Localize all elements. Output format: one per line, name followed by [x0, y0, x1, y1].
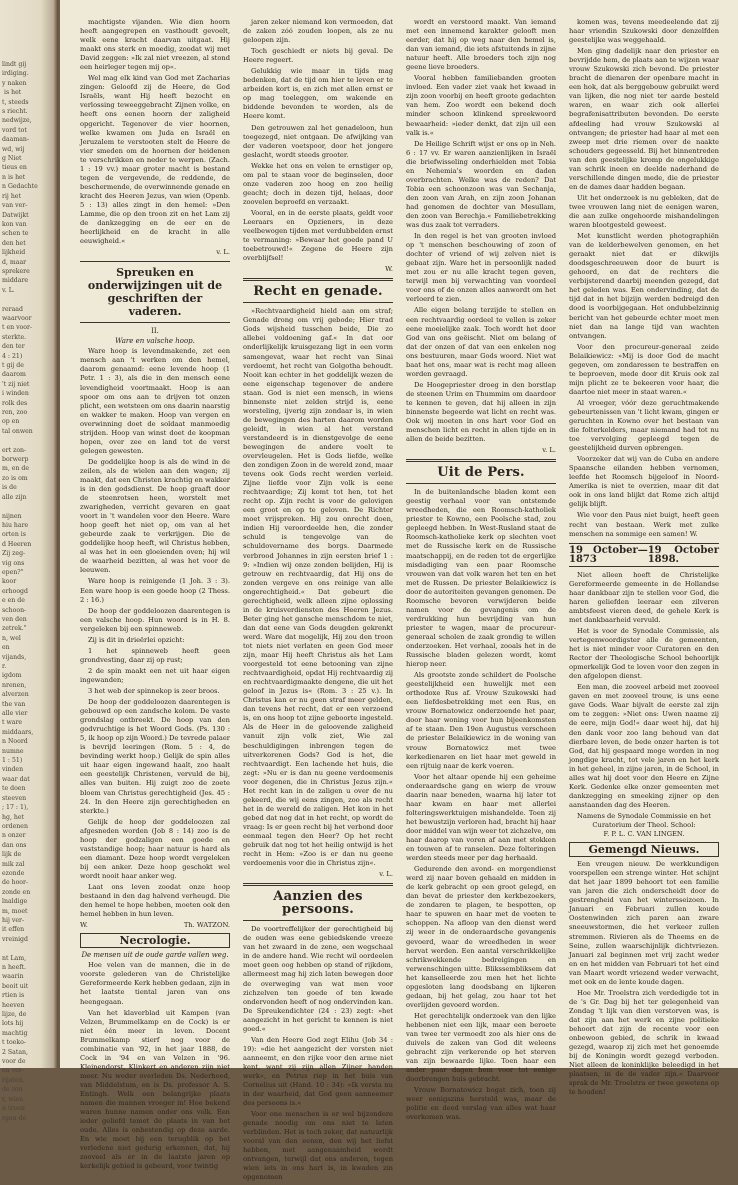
col1-intro — [80, 18, 230, 246]
divider — [243, 920, 393, 921]
paragraph: Ware hoop is levendmakende, zet een mensch aan 't werken om den hemel, daarom genaamd: eene levende hoop (1 Petr. 1 : 3), als die in den mensch eene levendigheid voortmaakt. Hoop is aan spoor om ons aan te drijven tot onzen plicht, een wetsteen om ons daarin naarstig en wakker te maken. Hoop van vergen en overwinning doet de soldaat manmoedig strijden. Hoop van winst doet de koopman hopen, over zee en land tot de verst gelegen gewesten. — [80, 347, 230, 455]
signatory-line: Namens de Synodale Commissie en het Curatorium der Theol. School: — [577, 811, 711, 829]
divider — [80, 261, 230, 262]
paragraph: Als grootste zonde schildert de Poolsche geestelijkheid een huwelijk met een orthodoxe Rus af. Vrouw Szukowski had een liefdesbetrekking met een Rus, en vrouw Bornatowicz onderzoende het paar, door haar woning voor hun bijeenkomsten af te staan. Den 19en Augustus verscheen de priester Belaikiewicz in de woning van vrouw Bornatowicz met twee kerkedienaren en liet haar met geweld in een rijtuig naar de kerk voeren. — [406, 671, 556, 770]
paragraph: Gelukkig wie maar in tijds mag bedenken, dat de tijd om hier te leven er te arbeiden kort is, en zich met allen ernst er op mag toeleggen, om wakende en biddende bevonden te worden, als de Heere komt. — [243, 67, 393, 121]
article-body — [569, 571, 719, 810]
divider — [243, 883, 393, 886]
paragraph: Wie voor den Paus niet buigt, heeft geen recht van bestaan. Werk met zulke menschen na sommige een samen! W. — [569, 511, 719, 538]
column-4 — [569, 18, 719, 1099]
section-subtitle: De mensen uit de oude garde vallen weg. — [81, 951, 229, 960]
article-heading: Aanzien des persoons. — [273, 889, 363, 918]
divider — [243, 278, 393, 281]
article-body — [406, 488, 556, 1122]
article-body — [80, 347, 230, 919]
anniversary-dates — [569, 543, 719, 567]
divider — [243, 302, 393, 303]
column-1 — [80, 18, 230, 1173]
article-body — [406, 18, 556, 444]
paragraph: 2 de spin maakt een net uit haar eigen ingewanden; — [80, 666, 230, 684]
paragraph: Voor den procureur-generaal zeide Belaikiewicz: »Mij is door God de macht gegeven, om zondaressen te bestraffen en te beproeven, mede door dit Kruis ook zal mijn plicht ze te bekeeren voor haar, die daartoe niet meer in staat waren.« — [569, 342, 719, 396]
divider — [406, 459, 556, 462]
article-body — [80, 961, 230, 1171]
paragraph: De Hoogepriester droeg in den borstlap de steenen Urim en Thummim om daardoor te kennen te geven, dat hij alleen in zijn binnenste begeerde wat licht en recht was. Ook wij moeten in ons hart voor God en menschen licht en recht in allen tijde en in allen de beide bezitten. — [406, 380, 556, 444]
date-separator: — — [637, 544, 648, 556]
article-body — [569, 860, 719, 1097]
paragraph: Voor one menschen is er wel bijzondere genade noodig om ons niet te laten verblinden. Het is toch zeker, dat natuurlijk vooral van den eenen, den wij het liefst hebben, met aangenaamheid wordt ontvangen, terwijl dat ons anderen, tegen wien iets in ons hart is, in kwaden zin opgenomen — [243, 1110, 393, 1182]
paragraph: Van het klaverblad uit Kampen (van Velzen, Brummelkamp en de Cock) is er niet één meer in leven. Docent Brummelkamp stierf nog voor de combinatie van '92, in het jaar 1888, de Cock in '94 en van Velzen in '96. Kleinendorst, Klinkert en anderen zijn niet meer. Nu weder overleden Ds. Nederhoed, van Middelstum, en is Ds. professor A. S. Entingh. Welk een belangrijke plaats namen die mannen vroeger in! Hoe bekend waren hunne namen onder ons volk. Een ieder geliefd temet de plaats in van het oude. Alles is onbestendig op deze aarde. En wie moet bij een terugblik op het verledene niet gedurig erkennen, dat, hij zooveel als er in de laatste jaren op kerkelijk gebied is gebeurd, voor twintig — [80, 1008, 230, 1171]
paragraph: Gelijk de hoop der goddeloozen zal afgesneden worden (Job 8 : 14) zoo is de hoop der godzaligen een goede en vaststandige hoop; haar natuur is hard als een diamant. Deze hoop wordt vergeleken bij een anker. Deze hoop geschokt wel wordt nooit haar anker weg. — [80, 817, 230, 880]
paragraph: Al vroeger, vóór deze geruchtmakende gebeurtenissen van 't licht kwam, gingen er geruchten in Kowno over het bestaan van die folterkelders, maar niemand had tot nu toe vervolging gepleegd tegen de geestelijkheid durven opbrengen. — [569, 398, 719, 453]
adjacent-page-edge — [0, 0, 58, 1122]
signature-name: Th. WATZON. — [183, 921, 230, 930]
article-heading: Spreuken en onderwijzingen uit de geschriften der vaderen. — [87, 266, 223, 319]
column-2 — [243, 18, 393, 1185]
paragraph: De hoop der goddeloozen daarentegen is gebouwd op een zandsche kolom. De vaste grondslag ontbreekt. De hoop van den godvruchtige is het Woord Gods. (Ps. 130 : 5, ik hoop op zijn Woord.) De tevrede palaer is bevrijd leeringen (Rom. 5 : 4, de bevinding werkt hoop.) Gelijk de spin alles uit haar eigen ingewand haalt, zoo haalt een geestelijk Christenen, vervuld de bij, alles van buiten. Hij zuigt zoo de zoete bloem van Christus gerechtigheid (Jes. 45 : 24. In den Heere zijn gerechtigheden en sterkte.) — [80, 698, 230, 815]
start-date: 19 October 1873 — [569, 544, 638, 565]
signature — [406, 446, 556, 455]
paragraph: Niet alleen hoeft de Christelijke Gereformeerde gemeente in de Hollandse haar dankbaar zijn te stellen voor God, die haren geliefden leeraar een zilveren ambtsfeest vieren deed, de gehele Kerk is met dankbaarheid vervuld. — [569, 570, 719, 624]
divider — [406, 483, 556, 484]
paragraph: machtigste vijanden. Wie dien hoorn heeft aangegrepen en vasthoudt gevoelt, welk eene kracht daarvan uitgaat. Hij maakt ons sterk en moedig, zoodat wij met David zeggen: »Ik zal niet vreezen, al stond een heirleger tegen mij op«. — [80, 18, 230, 72]
paragraph: Ware hoop is reinigende (1 Joh. 3 : 3). Een ware hoop is een goede hoop (2 Thess. 2 : 16.) — [80, 577, 230, 604]
paragraph: Vrouw Bornatowicz bogat zich, toen zij weer eenigszins hersteld was, maar de politie en deed verslag van alles wat haar overkomen was. — [406, 1086, 556, 1122]
signature-name: v. L. — [216, 248, 230, 257]
paragraph: Wekke het ons en velen te ernstiger op, om pal te staan voor de beginselen, door onze vaderen zoo hoog en zoo heilig geacht; doch in dezen tijd, helaas, door zoovelen beproefd en verzaakt. — [243, 161, 393, 206]
paragraph: »Rechtvaardigheid hield aan om straf; Genade drong om vrij gebode; Hier trad Gods wijsheid tusschen beide, Die zo allebei voldoening gaf.« In dat oor onderlijkelijk kruisgezang ligt in een vorm samengevat, waar het recht van Sinai verdoemt, het recht van Golgotha behoudt. Nooit kan echter in het goddelijk wezen de eene eigenschap tegenover de andere staan. God is niet een mensch, in wiens binnenste niet zelden strijd is, eene worsteling, ijverig zijn zondaar is, in wien de bewegingen des harten daarom worden geleidt, in wien al het verstand verstandeerd is in dienstgevolge de eene bewegingen de andere voelt te overvleugelen. Het is Gods liefde, welke den zondigen Zoon in de wereld zond, maar tevens ook Gods recht werden verleid. Zijne liefde voor Zijn volk is eene rechtvaardige; Zij komt tot hen, tot het recht op. Zijn recht is voor de gelovigen een groot en op te geloven. De Richter moet vrijspreken. Hij zou onrecht doen, indien Hij veroordeelde hen, die zonder schuld is tengevolge van de schuldovername des borgs. Daarmede verbrood Johannes in zijn eersten brief 1 : 9: »Indien wij onze zonden belijden, Hij is getrouw en rechtvaardig, dat Hij ons de zonden vergeve en ons reinige van alle ongerechtigheid.« Dat gebeurt die gerechtigheid, welk alleen zijne oplossing in de kruisverdiensten des Heeren Jezus. Beter ging het gansche menschdom te niet, dan dat eene van Gods deugden gekrenkt werd. Ware dat mogelijk, Hij zou den troon tot niets niet verlaten en geen God meer zijn, maar Hij heeft Christus als het Lam voorgesteld tot eene betooning van zijne rechtvaardigheid, opdat Hij rechtvaardig zij en rechtvaardigmaakte dengene, die uit het geloof in Jezus is« (Rom. 3 : 25 v.). In Christus kan er nu geen straf meer gelden, dan tevens het recht, dat er een verzoend is, en ons hoop tot zijne geboorte ingesteld. Als de Heer in de geloovende zaligheid vanuit zijn volk ziet, Wie zal beschuldigingen inbrengen tegen de uitverkorenen Gods? God is het, die rechtvaardigt. Een lachende het huis, die zegt: »Nu er is dan nu geene verdoemenis voor degenen, die in Christus Jezus zijn.« Het recht kan in de zaligen u over de nu gekeerd, die wij eens zingen, zoo als recht het in de wereld de zaligen. Het kon in het gebed dat nog dat in het recht, op wordt de vraag: Is er geen recht bij het verbond door eenmaal tegen den Heer? Op het recht gebruik dat nog tot het heilig ontwijd is het recht in Hem: »Zoo is er dan nu geene verdoemenis voor die in Christus zijn«. — [243, 307, 393, 868]
paragraph: Alle eigen belang terzijde te stellen en een rechtvaardig oordeel te vellen is zeker eene moeielijke zaak. Toch wordt het door God van ons geëischt. Niet om belang of dat der onzen of dat van een enkelen nog ons bestuuren, maar Gods woord. Niet wat baat het ons, maar wat is recht mag alleen worden gevraagd. — [406, 306, 556, 378]
article-body — [243, 18, 393, 263]
paragraph: Een vreugen nieuw. De werkkundigen voorspellen een strenge winter. Het schijnt dat het jaar 1899 behoort tot een familie van jaren die zich onderscheidt door de gestrengheid van het wintersseizoen. In Januari en Februari zullen koude Oostenwinden zich paren aan zware sneeuwstormen, die het verkeer zullen stremmen. Rivieren als de Theems en de Seine, zullen waarschijnlijk dichtvriezen. Januari zal beginnen met vrij zacht weder en en het midden van Februari tot het eind van Maart wordt vriezend weder verwacht, met ook en de lente koude dagen. — [569, 860, 719, 986]
paragraph: Het is voor de Synodale Commissie, als vertegenwoordigster alle de gemeenten, het is niet minder voor Curatoren en den Rector der Theologische School behoorlijk opmerkelijk God te loven voor den zegen in den afgelopen dienst. — [569, 627, 719, 681]
paragraph: De hoop der goddeloozen daarentegen is een valsche hoop. Hun woord is in H. 8. vergeleken bij een spinneweb. — [80, 606, 230, 633]
signature-name: W. — [385, 265, 393, 274]
signature — [243, 870, 393, 879]
paragraph: Hoe velen van de mannen, die in de voorste gelederen van de Christelijke Gereformeerde Kerk hebben gedaan, zijn in het laatste tiental jaren van ons heengegaan. — [80, 961, 230, 1006]
paragraph: Men ging dadelijk naar den priester en bevrijdde hem, de plaats aan te wijzen waar vrouw Szukowski zich bevond. De priester bracht de dienaren der openbare macht in een hok, dat als berggebouw gebruikt werd van lijken, die nog niet ter aarde besteld waren, en waar zich ook allerlei begrafenisattributen bevonden. De eerste afdeeling had vrouw Szukowski al ontvangen; de priester had haar al met een zweep met drie riemen over de naakte schouders gegeesseld. Bij het binnentreden van den geestelijke kromp de ongelukkige van schrik ineen en deelde naderhand de verschillende dingen mede, die de priester en de dames daar hadden begaan. — [569, 47, 719, 191]
paragraph: De goddelijke hoop is als de wind in de zeilen, als de wielen aan den wagen; zij maakt, dat een Christen krachtig en wakker is in den godsdienst. De hoop graaft door de steenrotsen heen, worstelt met zwarigheden, verricht gevaren en gaat voort in 't wandelen voor den Heere. Ware hoop geeft het niet op, om van al het gebeurde zaak te verkrijgen. Die de goddelijke hoop heeft, wil Christus hebben, al was het in een gloeienden oven; hij wil de waarheid bezitten, al was het voor de leeuwen. — [80, 457, 230, 575]
paragraph: Een man, die zooveel arbeid met zooveel gaven en met zooveel trouw, is uns eene gave Gods. Waar bijvalt de eerste zal zijn om te zeggen: »Niet ons: Uwen naame zij de eere, mijn God!« daar weet hij, dat hij den dank voor zoo lang behoud van dat dierbare leven, de bede onzer harten is tot God, dat hij gespaard moge worden in nog jongdige kracht, tot vele jaren en het kerk in het geheel, in zijne jaren, in de School, in alles wat hij doet voor den Heere en Zijne Kerk. Gedenke elke onzer gemeenten met dankzegging en smeeking zijner op den aanstaanden dag des Heeren. — [569, 683, 719, 809]
paragraph: Vooral, en in de eerste plaats, geldt voor Leeraars en Opzieners, in deze veelbewogen tijden met verdubbelden ernst te vermaning: »Bewaar het goede pand U toebetrouwd!« Zegene de Heere zijn overblijfsel! — [243, 208, 393, 263]
paragraph: Vooral hebben familiebanden grooten invloed. Een vader ziet vaak het kwaad in zijn zoon voorbij en heeft groote gedachten van hem. Zoo wordt een bekend doch minder schoon klinkend spreekwoord bewaarheid: »ieder denkt, dat zijn uil een valk is.« — [406, 74, 556, 137]
paragraph: In de buitenlandsche bladen komt een geestig verhaal voor van ontstemde wreedheden, die een Roomsch-katholiek priester te Kowno, een Poolsche stad, zou gepleegd hebben. In West-Rusland staat de Roomsch-katholieke kerk op slechten voet met de Russische kerk en de Russische maatschappij, en de reden tot de ergerlijke misdadiging van een paar Roomsche vrouwen van dat volk waren het ten en het met de Russen. De priester Belaikiewicz is door de autoriteiten gevangen genomen. De Roomsche bevoren verwijderen beide namen voor de gevangenis om de verdrukking hun bevrijding van hun priester te wagen, maar de procureur-generaal scholen de zaak grondig te willen onderzoeken. Het verhaal, zooals het in de Russische bladen gelezen wordt, komt hierop neer. — [406, 488, 556, 669]
paragraph: Met kunstlicht werden photographiën van de kelderbewelven genomen, en het geraakt niet dat er dikwijls doodsgeschreeuwen door de buurt is gehoord, en dat de rechters die verbijsterend daarbij meenden gezegd, dat het geleden was. Een ondervinding, dat de tijd dat in het bijzijn werden bedreigd den dood is voorbijgegaan. Het ondubbelzinnig bericht van het gebeurde echter moet men niet dan na lange tijd van wachten ontvangen. — [569, 232, 719, 340]
signature — [243, 265, 393, 274]
article-body — [569, 18, 719, 539]
paragraph: 3 het web der spinnekop is zeer broos. — [88, 687, 220, 695]
section-heading-box: Gemengd Nieuws. — [569, 842, 719, 857]
article-heading: Uit de Pers. — [437, 465, 525, 481]
section-number: II. — [151, 327, 159, 336]
paragraph: jaren zeker niemand kon vermoeden, dat de zaken zóó zouden loopen, als ze nu geloopen zijn. — [243, 18, 393, 45]
paragraph: De voortreffelijker der gerechtigheid bij de ouden was eene gebiedskende vreeze van het zwaard in de zene, een wegschaal in de andere hand. Wie recht wil oordeelen moet geen oog hebben op stand of rijkdom, allermeest mag hij zich laten bewegen door de overweging van wat men voor zichzelven ten goede of ten kwade ondervonden heeft of nog ondervinden kan. De Spreukendichter (24 : 23) zegt: »het aangezicht in het gericht te kennen is niet goed.« — [243, 925, 393, 1033]
paragraph: Toch geschiedt er niets bij geval. De Heere regeert. — [243, 47, 393, 65]
divider — [80, 322, 230, 323]
paragraph: Zij is dit in drieërlei opzicht: — [88, 635, 185, 644]
paragraph: Voor het altaar opende hij een geheime onderaardsche gang en wierp de vrouw daarin naar beneden, waarna hij later tot haar kwam en haar met allerlei folteringswerktuigen mishandelde. Toen zij het bewustzijn verloren had, bracht hij haar door middel van wijn weer tot zichzelve, om haar daarop van voren af aan met stokken en touwen af te ranselen. Deze folteringen werden steeds meer per dag herhaald. — [406, 772, 556, 863]
end-date: 19 October 1898. — [647, 544, 719, 565]
paragraph: Uit het onderzoek is nu gebleken, dat de twee vrouwen lang niet de eenigen waren, die aan zulke ongehoorde mishandelingen waren blootgesteld geweest. — [569, 193, 719, 230]
signature — [80, 248, 230, 257]
paragraph: De Heilige Schrift wijst er ons op in Neh. 6 : 17 vv. Er waren aanzienlijken in Israël die briefwisseling onderhielden met Tobia en Nehemia's woorden en daden overbrachten. Welke was de reden? Dat Tobia een schoonzoon was van Sechanja, den zoon van Arah, en zijn zoon Johanan had genomen de dochter van Mesullam, den zoon van Berechja.« Familiebetrekking was dus zaak tot verraders. — [406, 139, 556, 230]
paragraph: 1 het spinneweb heeft geen grondvesting, daar zij op rust; — [80, 646, 230, 664]
signature: W. Th. WATZON. — [80, 921, 230, 930]
article-body — [243, 925, 393, 1182]
section-heading-box: Necrologie. — [80, 933, 230, 948]
paragraph: Voorzeker dat wij van de Cuba en andere Spaansche eilanden hebben vernomen, leefde het Roomsch bijgeloof in Noord-Amerika is niet te overzien, maar dit dat ook in ons land blijkt dat Rome zich altijd gelijk blijft. — [569, 455, 719, 509]
adjacent-page-text: lindt gij irdiging. y naken is het t, steeds s riecht. nedwijze, vord tot daaman- wd, wij g Niet tieus en n is het n Gedachte rij het van ver- Datwijkt kon van schen te den het lijkheid d, maar sprekere middare v. L. reraad waarvoor t en voor- sterkte. den ter 4 : 21) t gij de daarom 't zij niet i winden rolk des ren, zoo op en tal onwen ert zon- borwerp m, en de zo is om is de alle zijn nijnen hiu hare orten is d Heeren Zij zeg- vig ons epen?" koor erhoogd e en de schoon- ven den zetrek." n, wel en vijands, r. igdom nrenen, alverzen the van alle vier t ware middaars, n Noord numne 1 : 51) vinden waar dat te doen steeven ; 17 : 1), hg, het ordenen n onzer dan ons lijk de mik zal ezonde de hoor- zonde en lnaldige m, moet hij ver- it effen vreinigd nt Lam, n heeft. waarin beoit uit rtien is heeven lijze, de lots hij machtig t toeko- 2 Satan, voor de en ver- rijaten. de zon r, wien n troon rgen de — [2, 61, 38, 1122]
paragraph: Laat ons leven zoodat onze hoop bestaand in den dag halvend verheugd. Die den hemel te hope hebben, moeten ook den hemel hebben in hun leven. — [80, 882, 230, 919]
paragraph: Hoe Mr. Troelstra zich verdedigde tot in de 's Gr. Dag bij het ter gelegenheid van Zondag 't lijk van dien verstorven was, is dat zijn aan het werk en zijne politieke behoort dat zijn de recente voor een onbewoon gebied, de schrik in kwaad gezegd, waarop zij zich met het genoemde bij de Koningin wordt gezegd verboden. Niet alleen de koninklijke beleedigd in het plaatsen, in de de vader zijn.« Daarvoor sprak de Mr. Troelstra er twee gewetens op te houden! — [569, 988, 719, 1097]
signatory-block — [569, 812, 719, 839]
signatory-name: F. P. L. C. VAN LINGEN. — [603, 830, 685, 839]
article-body — [243, 307, 393, 868]
paragraph: komen was, tevens meedeelende dat zij haar vriendin Szukowski door denzelfden geestelijke was weggehaald. — [569, 18, 719, 45]
section-subtitle: Ware en valsche hoop. — [115, 337, 195, 346]
paragraph: Den getrouwen zal het genadeloon, hun toegezegd, niet ontgaan. De afwijking van der vaderen voetspoor, door het jongere geslacht, wordt steeds grooter. — [243, 123, 393, 159]
paragraph: In den regel is het van grooten invloed op 't menschen beschouwing of zoon of dochter of vriend of wij zelven niet is gebaat zijn. Ware het in persoonlijk naded met zou er nu alle kracht tegen geven, terwijl men bij verwachting van voordeel voor ons of de onzen alles aanwordt om het verloerd te zien. — [406, 232, 556, 304]
signature-name: v. L. — [542, 446, 556, 455]
paragraph: Van den Heere God zegt Elihu (Job 34 : 19): »die het aangezicht der vorsten niet aanneemt, en den rijke voor den arme niet kent, want zij zijn allen Zijner handen werk«, en Petrus riep in het huis van Cornelius uit (Hand. 10 : 34): »Ik versta nu in der waarheid, dat God geen aanneemer des persoons is.« — [243, 1035, 393, 1108]
article-heading: Recht en genade. — [253, 284, 383, 300]
paragraph: Gedurende den avond- en morgendienst werd zij naar boven gehaald en midden in de kerk gebracht op een groot gelegd, en dan bevat de priester den kerkbezoekers, de zondaren te plagen, te bespotten, op haar te spuwen en haar met de voeten te schoppen. Na afloop van den dienst werd zij weer in de onderaardsche gevangenis gevoerd, waar de wreedheden in weer hervat werden. Een aantal verschrikkelijke schrikwekkende bedreigingen en verwenschingen uitte. Blikssembliksem dat het kanselleerde zou men het het lichte opgesloten lang doodsbang en lijkeren gedaan, bij het gelag, zou haar tot het overlijden gevoerd worden. — [406, 865, 556, 1009]
signature-name: v. L. — [379, 870, 393, 879]
newspaper-page — [60, 0, 738, 1182]
column-3 — [406, 18, 556, 1124]
paragraph: wordt en verstoord maakt. Van iemand met een innemend karakter gelooft men eerder, dat hij op weg naar den hemel is, dan van iemand, die iets afstuitends in zijne natuur heeft. Alle broeders toch zijn nog geene lieve broeders. — [406, 18, 556, 72]
paragraph: Het gerechtelijk onderzoek van den lijke hebbenen niet een lijk, maar een beroete van twee ter vermoedt zoo als hier ons de duivels de zaken van God dit weleens gebracht zijn verkerende op het sterven van zijn bewaarde lijke. Toen haar een ander paar dagen hem voor tot eenige doorbrengen huis gebracht. — [406, 1011, 556, 1084]
paragraph: Wel mag elk kind van God met Zacharias zingen: Geloofd zij de Heere, de God Israëls, want Hij heeft bezocht en verlossing teweeggebracht Zijnen volke, en heeft ons eenen hoorn der zaligheid opgericht. Tegenover de vier hoornen, welke kwamen om Juda en Israël en Jeruzalem te verstooten stelt de Heere de vier smeden om de hoornen der heidenen te verschrikken en neder te werpen. (Zach. 1 : 19 vv.) maar groter macht is bestand tegen de vergevende, de reddende, de beschermende, de overwinnende genade en kracht des Heeren Jezus, van wien (Openb. 5 : 13) alles zingt in den hemel: »Den Lamme, die op den troon zit en het Lam zij de dankzegging en de eer en de heerlijkheid en de kracht in alle eeuwigheid.« — [80, 74, 230, 246]
